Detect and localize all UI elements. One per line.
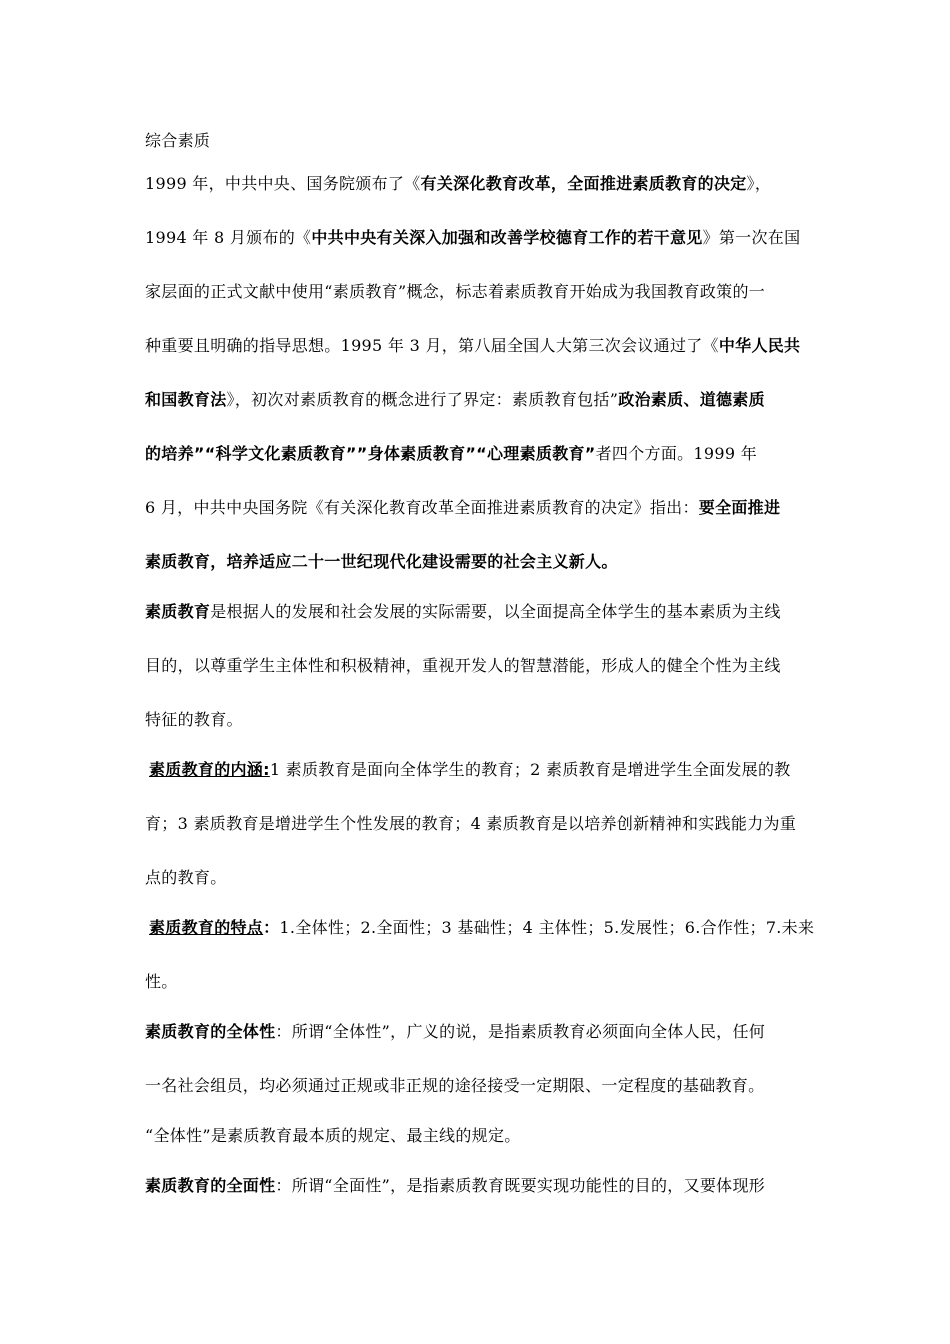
heading-run: 素质教育的特点 [149,918,264,937]
paragraph-4-line-2: 性。 [145,972,178,991]
paragraph-2-line-2: 目的，以尊重学生主体性和积极精神，重视开发人的智慧潜能，形成人的健全个性为主线 [145,656,781,675]
paragraph-5-line-3: “全体性”是素质教育最本质的规定、最主线的规定。 [145,1126,521,1145]
paragraph-1-line-4 [145,333,810,359]
heading-run: 素质教育的内涵: [149,760,270,779]
term-run: 素质教育的全体性 [145,1022,276,1041]
colon-run: ： [263,918,280,937]
paragraph-3-line-3: 点的教育。 [145,868,227,887]
document-body [145,118,815,1199]
paragraph-2-line-3: 特征的教育。 [145,710,243,729]
text-run: 1994 年 8 月颁布的《 [145,228,312,247]
text-run: 》，初次对素质教育的概念进行了界定：素质教育包括” [226,390,619,409]
paragraph-1-line-2 [145,225,810,251]
text-run: 是根据人的发展和社会发展的实际需要，以全面提高全体学生的基本素质为主线 [210,602,781,621]
bold-title-run: 中华人民共 [718,336,801,355]
text-run: 者四个方面。1999 年 [595,444,758,463]
text-run: 种重要且明确的指导思想。1995 年 3 月，第八届全国人大第三次会议通过了《 [145,336,719,355]
paragraph-6-line-1 [145,1173,810,1199]
text-run: 1 素质教育是面向全体学生的教育；2 素质教育是增进学生全面发展的教 [269,760,791,779]
bold-run: 的培养”“科学文化素质教育””身体素质教育”“心理素质教育” [145,444,596,463]
paragraph-3-line-2: 育；3 素质教育是增进学生个性发展的教育；4 素质教育是以培养创新精神和实践能力为重 [145,814,797,833]
term-run: 素质教育 [145,602,211,621]
paragraph-3-line-1 [145,757,810,783]
paragraph-1-line-1 [145,171,810,197]
paragraph-2-line-1 [145,599,810,625]
text-run: ：所谓“全面性”，是指素质教育既要实现功能性的目的，又要体现形 [275,1176,766,1195]
text-run: ：所谓“全体性”，广义的说，是指素质教育必须面向全体人民，任何 [275,1022,766,1041]
bold-run: 要全面推进 [698,498,781,517]
term-run: 素质教育的全面性 [145,1176,276,1195]
text-run: 》， [746,174,772,193]
bold-run: 政治素质、道德素质 [618,390,765,409]
text-run: 》第一次在国 [702,228,801,247]
paragraph-5-line-1 [145,1019,810,1045]
bold-title-run: 有关深化教育改革，全面推进素质教育的决定 [420,174,747,193]
text-run: 1999 年，中共中央、国务院颁布了《 [145,174,421,193]
bold-title-run: 中共中央有关深入加强和改善学校德育工作的若干意见 [311,228,703,247]
paragraph-1-line-6 [145,441,810,467]
paragraph-5-line-2: 一名社会组员，均必须通过正规或非正规的途径接受一定期限、一定程度的基础教育。 [145,1076,765,1095]
bold-title-run: 和国教育法 [145,390,227,409]
paragraph-4-line-1 [145,915,815,941]
document-title: 综合素质 [145,131,211,150]
paragraph-1-line-3: 家层面的正式文献中使用“素质教育”概念，标志着素质教育开始成为我国教育政策的一 [145,282,766,301]
text-run: 1.全体性；2.全面性；3 基础性；4 主体性；5.发展性；6.合作性；7.未来 [279,918,815,937]
paragraph-1-line-7 [145,495,810,521]
paragraph-1-line-8: 素质教育，培养适应二十一世纪现代化建设需要的社会主义新人。 [145,552,618,571]
text-run: 6 月，中共中央国务院《有关深化教育改革全面推进素质教育的决定》指出： [145,498,699,517]
paragraph-1-line-5 [145,387,810,413]
